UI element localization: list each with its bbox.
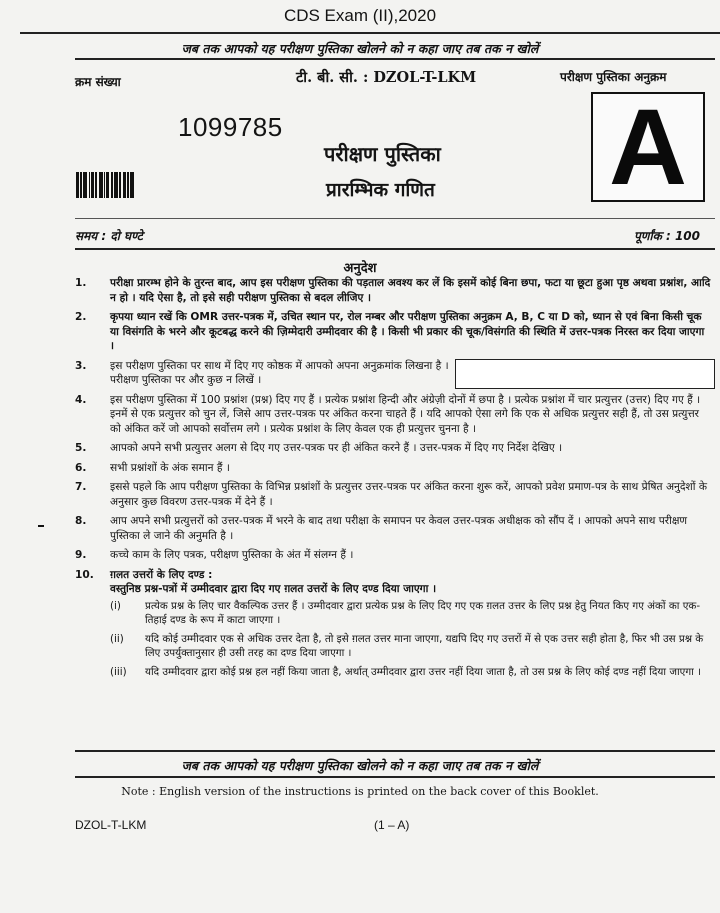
instruction-item xyxy=(75,276,711,305)
booklet-series-label: परीक्षण पुस्तिका अनुक्रम xyxy=(560,70,667,84)
footer-code: DZOL-T-LKM xyxy=(75,818,147,832)
instruction-text: आप अपने सभी प्रत्युत्तरों को उत्तर-पत्रक में भरने के बाद तथा परीक्षा के समापन पर केवल उत्तर-पत्रक अधीक्षक को सौंप दें । आपको अपने साथ परीक्षण पुस्तिका ले जाने की अनुमति है । xyxy=(110,515,688,542)
section-rule xyxy=(75,248,715,250)
instruction-number: 4. xyxy=(75,393,87,406)
instruction-number: 9. xyxy=(75,549,87,561)
instruction-item xyxy=(75,568,711,680)
instruction-number: 8. xyxy=(75,515,87,527)
instruction-item xyxy=(75,514,711,543)
penalty-item xyxy=(110,665,711,680)
instruction-item xyxy=(75,548,711,563)
serial-number: 1099785 xyxy=(178,112,283,142)
booklet-title: परीक्षण पुस्तिका xyxy=(324,142,441,166)
serial-label: क्रम संख्या xyxy=(75,75,121,89)
penalty-heading: वस्तुनिष्ठ प्रश्न-पत्रों में उम्मीदवार द्वारा दिए गए ग़लत उत्तरों के लिए दण्ड दिया जाएगा । xyxy=(110,583,437,595)
instruction-number: 2. xyxy=(75,311,87,323)
instruction-text: सभी प्रश्नांशों के अंक समान हैं । xyxy=(110,461,230,474)
bottom-banner-rule xyxy=(75,776,715,778)
bottom-banner-rule-top xyxy=(75,750,715,752)
instruction-item xyxy=(75,393,711,437)
instruction-text: ग़लत उत्तरों के लिए दण्ड : xyxy=(110,568,213,581)
penalty-list xyxy=(110,599,711,680)
penalty-item xyxy=(110,632,711,661)
top-rule xyxy=(20,32,720,34)
instruction-item xyxy=(75,480,711,509)
penalty-text: यदि उम्मीदवार द्वारा कोई प्रश्न हल नहीं किया जाता है, अर्थात् उम्मीदवार द्वारा उत्तर नहीं दिया जाता है, तो उस प्रश्न के लिए कोई दण्ड नहीं दिया जाएगा । xyxy=(145,665,701,678)
instruction-number: 1. xyxy=(75,277,87,289)
time-label: समय : दो घण्टे xyxy=(75,229,143,243)
instruction-number: 7. xyxy=(75,481,87,493)
instruction-text: परीक्षा प्रारम्भ होने के तुरन्त बाद, आप इस परीक्षण पुस्तिका की पड़ताल अवश्य कर लें कि इसमें कोई बिना छपा, फटा या छूटा हुआ पृष्ठ अथवा प्रश्नांश, आदि न हो । यदि ऐसा है, तो इसे सही परीक्षण पुस्तिका से बदल लीजिए । xyxy=(110,277,711,304)
header-rule xyxy=(75,218,715,219)
top-banner: जब तक आपको यह परीक्षण पुस्तिका खोलने को न कहा जाए तब तक न खोलें xyxy=(181,41,539,56)
instruction-item xyxy=(75,461,711,476)
instruction-item xyxy=(75,310,711,354)
instruction-item xyxy=(75,441,711,456)
instruction-number: 10. xyxy=(75,568,94,581)
instruction-number: 3. xyxy=(75,359,87,372)
penalty-number: (i) xyxy=(110,599,121,612)
page-number: (1 – A) xyxy=(374,818,410,832)
instruction-text: इस परीक्षण पुस्तिका पर साथ में दिए गए कोष्ठक में आपको अपना अनुक्रमांक लिखना है । परीक्षण पुस्तिका पर और कुछ न लिखें । xyxy=(110,359,449,386)
instruction-item xyxy=(75,359,711,388)
bottom-banner: जब तक आपको यह परीक्षण पुस्तिका खोलने को न कहा जाए तब तक न खोलें xyxy=(181,758,539,773)
penalty-number: (ii) xyxy=(110,632,124,645)
instruction-number: 6. xyxy=(75,461,87,474)
booklet-subject: प्रारम्भिक गणित xyxy=(326,179,435,201)
penalty-number: (iii) xyxy=(110,665,127,678)
instructions-list xyxy=(75,276,711,683)
barcode xyxy=(76,172,146,198)
penalty-item xyxy=(110,599,711,628)
instruction-text: कृपया ध्यान रखें कि OMR उत्तर-पत्रक में, उचित स्थान पर, रोल नम्बर और परीक्षण पुस्तिका अनुक्रम A, B, C या D को, ध्यान से एवं बिना किसी चूक या विसंगति के भरने और कूटबद्ध करने की ज़िम्मेदारी उम्मीदवार की है । किसी भी प्रकार की चूक/विसंगति की स्थिति में उत्तर-पत्रक निरस्त कर दिया जाएगा । xyxy=(110,311,705,352)
instruction-text: इससे पहले कि आप परीक्षण पुस्तिका के विभिन्न प्रश्नांशों के प्रत्युत्तर उत्तर-पत्रक पर अंकित करना शुरू करें, आपको प्रवेश प्रमाण-पत्र के साथ प्रेषित अनुदेशों के अनुसार कुछ विवरण उत्तर-पत्रक में देने हैं । xyxy=(110,481,708,508)
instruction-text: आपको अपने सभी प्रत्युत्तर अलग से दिए गए उत्तर-पत्रक पर ही अंकित करने हैं । उत्तर-पत्रक में दिए गए निर्देश देखिए । xyxy=(110,442,563,454)
instructions-heading: अनुदेश xyxy=(343,261,377,276)
note-text: Note : English version of the instructions is printed on the back cover of this Booklet. xyxy=(121,785,599,798)
series-letter: A xyxy=(609,86,687,207)
instruction-number: 5. xyxy=(75,442,87,454)
exam-title: CDS Exam (II),2020 xyxy=(283,6,437,25)
penalty-text: यदि कोई उम्मीदवार एक से अधिक उत्तर देता है, तो इसे ग़लत उत्तर माना जाएगा, यद्यपि दिए गए उत्तरों में से एक उत्तर सही होता है, फिर भी उस प्रश्न के लिए उपर्युक्तानुसार ही उसी तरह का दण्ड दिया जाएगा । xyxy=(145,632,704,659)
marks-label: पूर्णांक : 100 xyxy=(633,229,700,243)
code-line: टी. बी. सी. : DZOL-T-LKM xyxy=(296,69,477,86)
roll-number-box[interactable] xyxy=(455,359,715,389)
instruction-text: इस परीक्षण पुस्तिका में 100 प्रश्नांश (प्रश्न) दिए गए हैं । प्रत्येक प्रश्नांश हिन्दी और अंग्रेज़ी दोनों में छपा है । प्रत्येक प्रश्नांश में चार प्रत्युत्तर (उत्तर) दिए गए हैं । इनमें से एक प्रत्युत्तर को चुन लें, जिसे आप उत्तर-पत्रक पर अंकित करना चाहते हैं । यदि आपको ऐसा लगे कि एक से अधिक प्रत्युत्तर सही हैं, तो उस प्रत्युत्तर को अंकित करें जो आपको सर्वोत्तम लगे । प्रत्येक प्रश्नांश के लिए केवल एक ही प्रत्युत्तर चुनना है । xyxy=(110,393,701,435)
series-box xyxy=(591,86,705,207)
banner-rule xyxy=(75,58,715,60)
margin-mark xyxy=(38,525,44,527)
penalty-text: प्रत्येक प्रश्न के लिए चार वैकल्पिक उत्तर हैं । उम्मीदवार द्वारा प्रत्येक प्रश्न के लिए दिए गए एक ग़लत उत्तर के लिए प्रश्न हेतु नियत किए गए अंकों का एक-तिहाई दण्ड के रूप में काटा जाएगा । xyxy=(145,599,701,626)
instruction-text: कच्चे काम के लिए पत्रक, परीक्षण पुस्तिका के अंत में संलग्न हैं । xyxy=(110,549,354,561)
